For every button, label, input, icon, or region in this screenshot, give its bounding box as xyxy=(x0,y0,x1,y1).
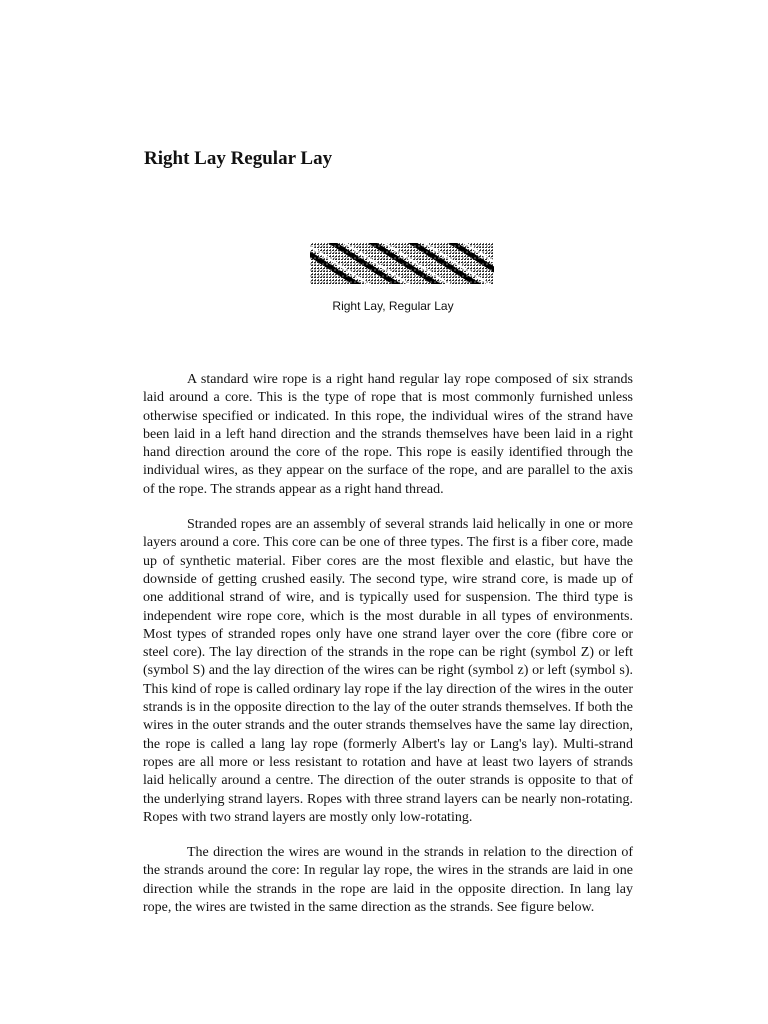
wire-rope-illustration-icon xyxy=(308,238,496,288)
paragraph-1: A standard wire rope is a right hand regular lay rope composed of six strands laid around a core. This is the type of rope that is most commonly furnished unless otherwise specified or indicated. In this rope, the individual wires of the strand have been laid in a left hand direction and the strands themselves have been laid in a right hand direction around the core of the rope. This rope is easily identified through the individual wires, as they appear on the surface of the rope, and are parallel to the axis of the rope. The strands appear as a right hand thread. xyxy=(143,372,633,497)
figure-caption: Right Lay, Regular Lay xyxy=(332,299,454,313)
paragraph-2: Stranded ropes are an assembly of several strands laid helically in one or more layers around a core. This core can be one of three types. The first is a fiber core, made up of synthetic material. Fiber cores are the most flexible and elastic, but have the downside of getting crushed easily. The second type, wire strand core, is made up of one additional strand of wire, and is typically used for suspension. The third type is independent wire rope core, which is the most durable in all types of environments. Most types of stranded ropes only have one strand layer over the core (fibre core or steel core). The lay direction of the strands in the rope can be right (symbol Z) or left (symbol S) and the lay direction of the wires can be right (symbol z) or left (symbol s). This kind of rope is called ordinary lay rope if the lay direction of the wires in the outer strands is in the opposite direction to the lay of the outer strands themselves. If both the wires in the outer strands and the outer strands themselves have the same lay direction, the rope is called a lang lay rope (formerly Albert's lay or Lang's lay). Multi-strand ropes are all more or less resistant to rotation and have at least two layers of strands laid helically around a centre. The direction of the outer strands is opposite to that of the underlying strand layers. Ropes with three strand layers can be nearly non-rotating. Ropes with two strand layers are mostly only low-rotating. xyxy=(143,517,633,825)
body-text xyxy=(143,371,633,934)
wire-rope-figure xyxy=(308,238,496,288)
page-title: Right Lay Regular Lay xyxy=(144,148,333,169)
paragraph-3: The direction the wires are wound in the strands in relation to the direction of the strands around the core: In regular lay rope, the wires in the strands are laid in one direction while the strands in the rope are laid in the opposite direction. In lang lay rope, the wires are twisted in the same direction as the strands. See figure below. xyxy=(143,845,633,916)
